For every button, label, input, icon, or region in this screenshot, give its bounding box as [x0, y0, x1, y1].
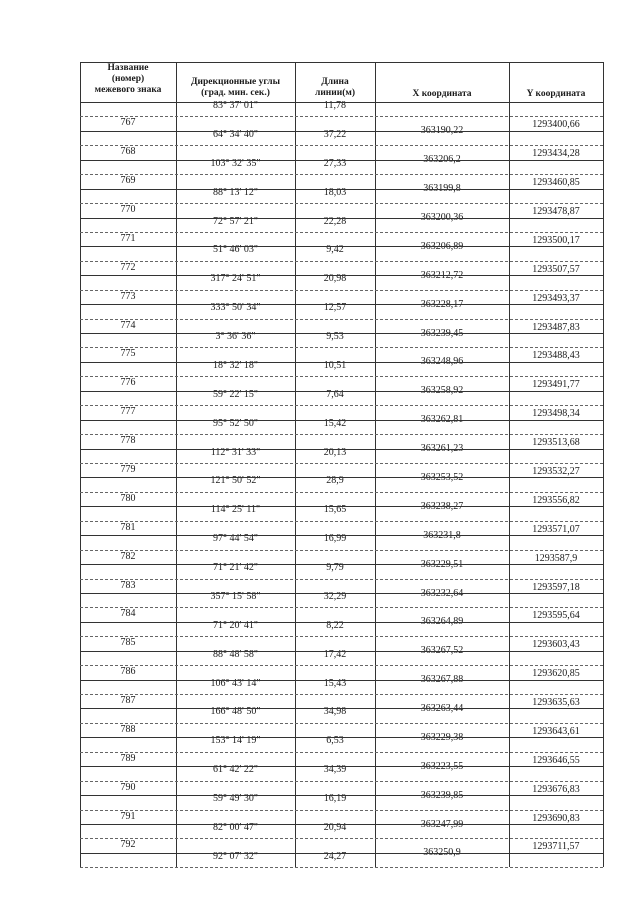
row-divider — [80, 723, 603, 724]
cell-length: 15,43 — [323, 677, 347, 689]
row-divider — [80, 766, 603, 767]
cell-angle: 61° 42' 22" — [213, 764, 258, 776]
cell-length: 28,9 — [326, 475, 344, 487]
cell-length: 34,39 — [323, 764, 347, 776]
cell-length: 24,27 — [323, 850, 347, 862]
header-length-line-1: Длина — [321, 77, 349, 87]
row-divider — [80, 535, 603, 536]
row-divider — [80, 838, 603, 839]
header-angle — [176, 77, 295, 99]
cell-length: 15,65 — [323, 504, 347, 516]
cell-y: 1293400,66 — [532, 119, 580, 131]
header-y: Y координата — [526, 89, 586, 99]
cell-angle: 92° 07' 32" — [213, 850, 258, 862]
cell-angle: 166° 48' 50" — [210, 706, 261, 718]
cell-name: 789 — [120, 752, 136, 764]
cell-y: 1293676,83 — [532, 783, 580, 795]
cell-name: 781 — [120, 521, 136, 533]
cell-length: 17,42 — [323, 648, 347, 660]
cell-name: 784 — [120, 608, 136, 620]
cell-y: 1293646,55 — [532, 754, 580, 766]
cell-angle: 106° 43' 14" — [210, 677, 261, 689]
cell-y: 1293491,77 — [532, 379, 580, 391]
cell-angle: 18° 32' 18" — [213, 359, 258, 371]
column-divider — [176, 62, 177, 867]
row-divider — [80, 853, 603, 854]
cell-angle: 97° 44' 54" — [213, 533, 258, 545]
row-divider — [80, 824, 603, 825]
cell-angle: 51° 46' 03" — [213, 244, 258, 256]
cell-length: 32,29 — [323, 590, 347, 602]
row-divider — [80, 463, 603, 464]
row-divider — [80, 810, 603, 811]
cell-angle: 71° 21' 42" — [213, 562, 258, 574]
cell-length: 34,98 — [323, 706, 347, 718]
cell-y: 1293595,64 — [532, 610, 580, 622]
cell-y: 1293500,17 — [532, 234, 580, 246]
cell-length: 10,51 — [323, 359, 347, 371]
row-divider — [80, 795, 603, 796]
header-name — [80, 63, 176, 96]
row-divider — [80, 680, 603, 681]
cell-y: 1293488,43 — [532, 350, 580, 362]
cell-name: 770 — [120, 204, 136, 216]
cell-x: 363262,81 — [420, 414, 464, 426]
row-divider — [80, 579, 603, 580]
row-divider — [80, 737, 603, 738]
cell-length: 16,19 — [323, 793, 347, 805]
row-divider — [80, 622, 603, 623]
cell-angle: 83° 37' 01" — [213, 100, 258, 111]
cell-name: 785 — [120, 637, 136, 649]
cell-x: 363263,44 — [420, 703, 464, 715]
cell-angle: 103° 32' 35" — [210, 157, 261, 169]
cell-length: 16,99 — [323, 533, 347, 545]
cell-length: 8,22 — [326, 619, 344, 631]
row-divider — [80, 449, 603, 450]
cell-length: 9,53 — [326, 331, 344, 343]
cell-name: 783 — [120, 579, 136, 591]
cell-y: 1293487,83 — [532, 321, 580, 333]
cell-name: 767 — [120, 117, 136, 129]
cell-y: 1293478,87 — [532, 206, 580, 218]
cell-y: 1293635,63 — [532, 697, 580, 709]
row-divider — [80, 333, 603, 334]
column-divider — [509, 62, 510, 867]
cell-x: 363190,22 — [420, 125, 464, 137]
cell-y: 1293498,34 — [532, 408, 580, 420]
cell-name: 787 — [120, 695, 136, 707]
cell-x: 363238,27 — [420, 500, 464, 512]
row-divider — [80, 319, 603, 320]
cell-length: 6,53 — [326, 735, 344, 747]
header-angle-line-2: (град. мин. сек.) — [201, 88, 270, 98]
row-divider — [80, 492, 603, 493]
cell-angle: 95° 52' 50" — [213, 417, 258, 429]
cell-length: 20,98 — [323, 273, 347, 285]
cell-x: 363228,17 — [420, 298, 464, 310]
row-divider — [80, 636, 603, 637]
row-divider — [80, 261, 603, 262]
header-length — [295, 77, 375, 99]
cell-x: 363206,89 — [420, 240, 464, 252]
cell-y: 1293434,28 — [532, 148, 580, 160]
cell-name: 777 — [120, 406, 136, 418]
cell-name: 772 — [120, 261, 136, 273]
header-name-line-3: межевого знака — [94, 85, 162, 95]
row-divider — [80, 607, 603, 608]
cell-x: 363267,88 — [420, 674, 464, 686]
cell-angle: 64° 34' 40" — [213, 128, 258, 140]
cell-y: 1293513,68 — [532, 437, 580, 449]
row-divider — [80, 362, 603, 363]
cell-angle: 317° 24' 51" — [210, 273, 261, 285]
row-divider — [80, 781, 603, 782]
cell-y: 1293603,43 — [532, 639, 580, 651]
cell-y: 1293597,18 — [532, 581, 580, 593]
cell-name: 780 — [120, 492, 136, 504]
row-divider — [80, 694, 603, 695]
cell-x: 363232,64 — [420, 587, 464, 599]
cell-angle: 153° 14' 19" — [210, 735, 261, 747]
cell-length: 11,78 — [323, 100, 347, 111]
cell-x: 363258,92 — [420, 385, 464, 397]
row-divider — [80, 347, 603, 348]
cell-angle: 114° 25' 11" — [210, 504, 261, 516]
cell-x: 363212,72 — [420, 269, 464, 281]
cell-length: 7,64 — [326, 388, 344, 400]
column-divider — [603, 62, 604, 867]
cell-length: 18,03 — [323, 186, 347, 198]
cell-x: 363248,96 — [420, 356, 464, 368]
cell-x: 363239,85 — [420, 789, 464, 801]
cell-name: 768 — [120, 146, 136, 158]
cell-length: 9,42 — [326, 244, 344, 256]
row-divider — [80, 290, 603, 291]
cell-length: 20,94 — [323, 822, 347, 833]
cell-length: 22,28 — [323, 215, 347, 227]
cell-length: 27,33 — [323, 157, 347, 169]
row-divider — [80, 275, 603, 276]
cell-angle: 82° 00' 47" — [213, 822, 258, 833]
cell-length: 15,42 — [323, 417, 347, 429]
cell-x: 363229,38 — [420, 731, 464, 743]
cell-angle: 72° 57' 21" — [213, 215, 258, 227]
cell-name: 790 — [120, 781, 136, 793]
cell-name: 779 — [120, 464, 136, 475]
cell-name: 791 — [120, 810, 136, 822]
column-divider — [80, 62, 81, 867]
cell-angle: 88° 13' 12" — [213, 186, 258, 198]
cell-name: 776 — [120, 377, 136, 389]
row-divider — [80, 593, 603, 594]
cell-x: 363239,45 — [420, 327, 464, 339]
row-divider — [80, 160, 603, 161]
row-divider — [80, 232, 603, 233]
cell-length: 37,22 — [323, 128, 347, 140]
cell-x: 363264,89 — [420, 616, 464, 628]
cell-angle: 59° 49' 30" — [213, 793, 258, 805]
row-divider — [80, 867, 603, 868]
column-divider — [295, 62, 296, 867]
row-divider — [80, 550, 603, 551]
row-divider — [80, 304, 603, 305]
cell-y: 1293493,37 — [532, 292, 580, 304]
cell-x: 363223,55 — [420, 760, 464, 772]
row-divider — [80, 477, 603, 478]
table-top-border — [80, 62, 603, 63]
cell-name: 774 — [120, 319, 136, 331]
row-divider — [80, 145, 603, 146]
cell-name: 771 — [120, 232, 136, 244]
cell-y: 1293690,83 — [532, 812, 580, 824]
cell-x: 363231,8 — [423, 529, 461, 541]
cell-name: 769 — [120, 175, 136, 187]
cell-name: 778 — [120, 435, 136, 447]
row-divider — [80, 651, 603, 652]
row-divider — [80, 708, 603, 709]
cell-angle: 357° 15' 58" — [210, 590, 261, 602]
cell-name: 788 — [120, 723, 136, 735]
cell-angle: 59° 22' 15" — [213, 388, 258, 400]
row-divider — [80, 174, 603, 175]
cell-angle: 3° 36' 36" — [215, 331, 256, 343]
cell-x: 363267,52 — [420, 645, 464, 657]
header-x: X координата — [412, 89, 472, 99]
header-name-line-1: Название — [107, 63, 149, 73]
row-divider — [80, 405, 603, 406]
cell-y: 1293711,57 — [532, 841, 580, 853]
row-divider — [80, 391, 603, 392]
cell-length: 9,79 — [326, 562, 344, 574]
cell-name: 792 — [120, 839, 136, 851]
cell-y: 1293460,85 — [532, 177, 580, 189]
row-divider — [80, 189, 603, 190]
header-length-line-2: линии(м) — [314, 88, 356, 98]
cell-y: 1293556,82 — [532, 494, 580, 506]
row-divider — [80, 116, 603, 117]
cell-y: 1293643,61 — [532, 725, 580, 737]
cell-angle: 71° 20' 41" — [213, 619, 258, 631]
cell-x: 363261,23 — [420, 443, 464, 455]
row-divider — [80, 131, 603, 132]
cell-name: 782 — [120, 550, 136, 562]
row-divider — [80, 376, 603, 377]
cell-x: 363206,2 — [423, 154, 461, 166]
column-divider — [375, 62, 376, 867]
cell-angle: 88° 48' 58" — [213, 648, 258, 660]
cell-angle: 333° 50' 34" — [210, 302, 261, 314]
cell-length: 12,57 — [323, 302, 347, 314]
cell-name: 786 — [120, 666, 136, 678]
header-divider — [80, 102, 603, 103]
cell-y: 1293571,07 — [532, 523, 580, 535]
cell-name: 773 — [120, 290, 136, 302]
cell-length: 20,13 — [323, 446, 347, 458]
cell-y: 1293620,85 — [532, 668, 580, 680]
row-divider — [80, 506, 603, 507]
header-angle-line-1: Дирекционные углы — [191, 77, 280, 87]
cell-x: 363199,8 — [423, 183, 461, 195]
cell-x: 363253,52 — [420, 472, 464, 483]
row-divider — [80, 246, 603, 247]
cell-x: 363247,99 — [420, 818, 464, 830]
cell-y: 1293532,27 — [532, 466, 580, 477]
row-divider — [80, 752, 603, 753]
row-divider — [80, 521, 603, 522]
cell-angle: 112° 31' 33" — [210, 446, 261, 458]
row-divider — [80, 564, 603, 565]
row-divider — [80, 434, 603, 435]
row-divider — [80, 665, 603, 666]
cell-angle: 121° 50' 52" — [210, 475, 261, 487]
cell-y: 1293507,57 — [532, 263, 580, 275]
cell-x: 363229,51 — [420, 558, 464, 570]
row-divider — [80, 203, 603, 204]
row-divider — [80, 420, 603, 421]
cell-x: 363200,36 — [420, 212, 464, 224]
cell-name: 775 — [120, 348, 136, 360]
row-divider — [80, 218, 603, 219]
cell-y: 1293587,9 — [534, 552, 578, 564]
header-name-line-2: (номер) — [111, 74, 145, 84]
cell-x: 363250,9 — [423, 847, 461, 859]
